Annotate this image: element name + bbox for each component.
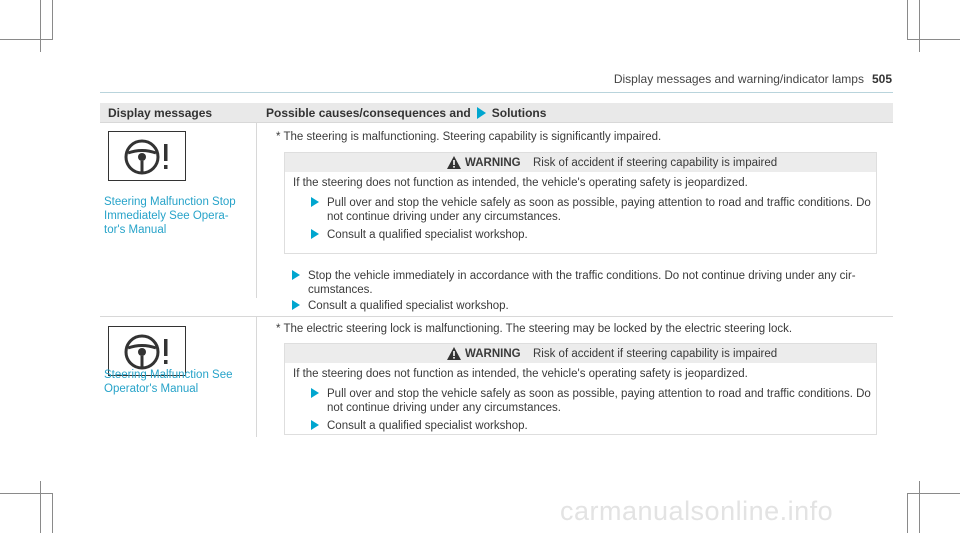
crop-mark	[908, 39, 960, 40]
warning-step-text: Consult a qualified specialist workshop.	[327, 420, 528, 432]
crop-mark	[40, 0, 41, 52]
arrow-right-icon	[311, 420, 319, 430]
table-row	[100, 316, 893, 437]
column-divider	[256, 123, 257, 298]
warning-header	[285, 344, 876, 363]
table-row	[100, 122, 893, 312]
crop-mark	[907, 493, 908, 533]
warning-step	[311, 196, 881, 224]
crop-mark	[907, 0, 908, 40]
crop-mark	[0, 493, 52, 494]
warning-step	[311, 419, 528, 433]
steering-wheel-warning-icon	[108, 131, 186, 181]
col-header-causes	[266, 106, 546, 120]
watermark: carmanualsonline.info	[560, 496, 834, 526]
solution-step-text: Consult a qualified specialist workshop.	[308, 300, 509, 312]
message-text: Steering Malfunction Stop Immediately See Opera-tor's Manual	[104, 196, 236, 236]
warning-box	[284, 343, 877, 435]
crop-mark	[40, 481, 41, 533]
cause-text: * The steering is malfunctioning. Steering capability is significantly impaired.	[276, 131, 662, 143]
col-header-display-messages: Display messages	[108, 106, 213, 120]
crop-mark	[919, 481, 920, 533]
warning-step	[311, 228, 528, 242]
warning-triangle-icon	[447, 156, 461, 169]
warning-label: WARNING	[465, 157, 521, 169]
warning-step-text: Pull over and stop the vehicle safely as soon as possible, paying attention to road and traffic conditions. Do not continue driving under any circumstances.	[327, 388, 871, 414]
warning-title: Risk of accident if steering capability is impaired	[533, 348, 778, 360]
crop-mark	[908, 493, 960, 494]
crop-mark	[52, 493, 53, 533]
warning-box	[284, 152, 877, 254]
arrow-right-icon	[311, 197, 319, 207]
warning-triangle-icon	[447, 347, 461, 360]
arrow-right-icon	[292, 270, 300, 280]
header-rule	[100, 92, 893, 93]
cause-text: * The electric steering lock is malfunctioning. The steering may be locked by the electric steering lock.	[276, 323, 793, 335]
warning-step-text: Pull over and stop the vehicle safely as soon as possible, paying attention to road and traffic conditions. Do not continue driving under any circumstances.	[327, 197, 871, 223]
page-header	[614, 72, 892, 86]
solution-step	[292, 299, 509, 313]
arrow-right-icon	[477, 107, 486, 119]
solution-step-text: Stop the vehicle immediately in accordance with the traffic conditions. Do not continue driving under any cir-cumstances.	[308, 270, 856, 296]
warning-header	[285, 153, 876, 172]
crop-mark	[919, 0, 920, 52]
warning-step-text: Consult a qualified specialist workshop.	[327, 229, 528, 241]
col-header-solutions-label: Solutions	[491, 106, 547, 120]
warning-title: Risk of accident if steering capability is impaired	[533, 157, 778, 169]
table-header	[100, 103, 893, 122]
crop-mark	[0, 39, 52, 40]
crop-mark	[52, 0, 53, 40]
warning-label: WARNING	[465, 348, 521, 360]
arrow-right-icon	[311, 388, 319, 398]
arrow-right-icon	[292, 300, 300, 310]
page-header-title: Display messages and warning/indicator lamps	[613, 72, 864, 86]
col-header-causes-label: Possible causes/consequences and	[266, 106, 471, 120]
page-number: 505	[871, 72, 892, 86]
display-messages-table	[100, 103, 893, 437]
warning-description: If the steering does not function as intended, the vehicle's operating safety is jeopardized.	[293, 177, 748, 189]
warning-step	[311, 387, 881, 415]
message-text: Steering Malfunction See Operator's Manual	[104, 369, 233, 395]
column-divider	[256, 317, 257, 437]
warning-description: If the steering does not function as intended, the vehicle's operating safety is jeopardized.	[293, 368, 748, 380]
solution-step	[292, 269, 882, 297]
arrow-right-icon	[311, 229, 319, 239]
